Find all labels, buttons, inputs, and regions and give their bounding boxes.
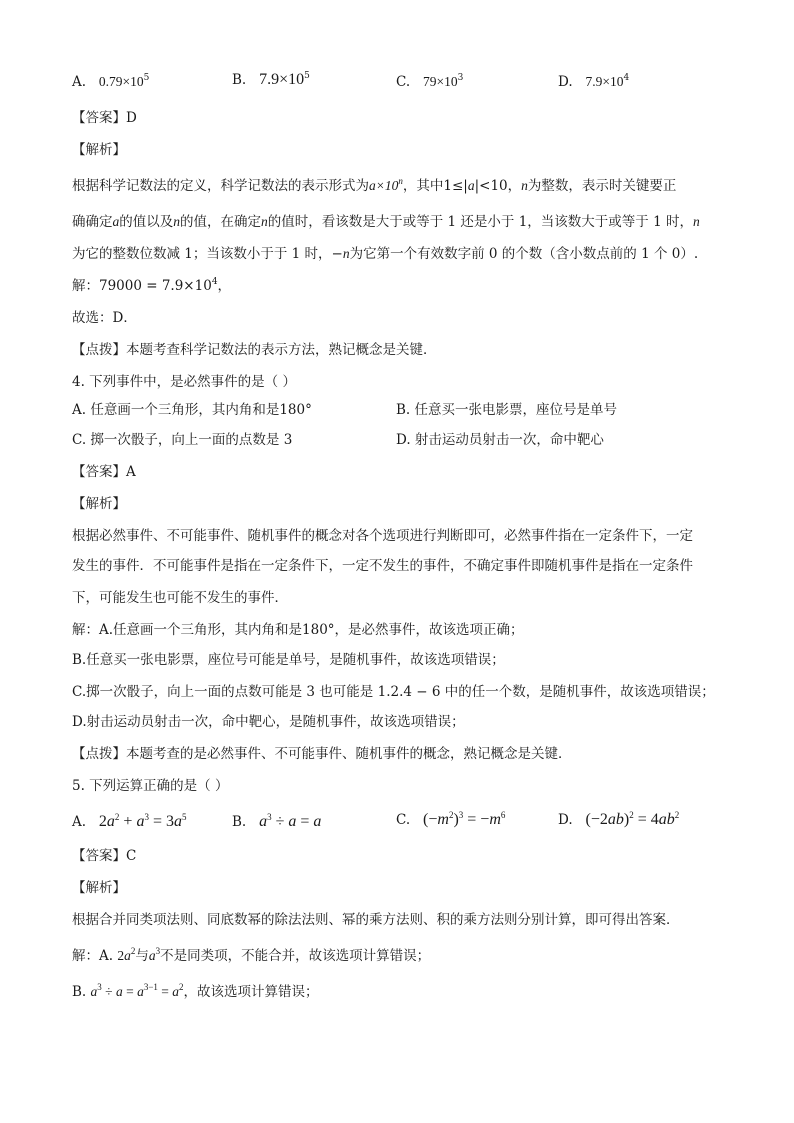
option-letter: A. — [72, 814, 87, 830]
q3-analysis-label: 【解析】 — [72, 142, 126, 158]
text-run: ，其中1≤| — [402, 178, 468, 194]
text-run: ，故该选项计算错误； — [183, 984, 319, 1000]
option-value: 0.79×10 — [98, 74, 144, 89]
option-letter: C. — [396, 812, 411, 828]
q3-analysis-line-2 — [72, 212, 700, 232]
option-exponent: 4 — [623, 73, 630, 83]
q4-analysis-line-2: 发生的事件．不可能事件是指在一定条件下，一定不发生的事件，不确定事件即随机事件是指在一定条件 — [72, 558, 693, 574]
q3-solution — [72, 276, 231, 296]
option-formula: $(-m^2)^3 = -m^6$ — [423, 810, 506, 828]
math-run: $2a^2$ — [117, 946, 136, 963]
option-letter: D. — [558, 74, 573, 90]
text-run: |<10， — [474, 178, 522, 194]
q3-option-a — [72, 72, 149, 92]
q5-analysis-label: 【解析】 — [72, 880, 126, 896]
q4-option-d: D. 射击运动员射击一次，命中靶心 — [396, 432, 604, 448]
q4-analysis-line-1: 根据必然事件、不可能事件、随机事件的概念对各个选项进行判断即可，必然事件指在一定条件下，一定 — [72, 528, 693, 544]
math-run: n — [261, 214, 268, 229]
q5-solution-b — [72, 982, 319, 1002]
option-formula: $a^3 \div a = a$ — [259, 812, 322, 830]
text-run: 为它的整数位数减 1；当该数小于于 1 时，− — [72, 246, 343, 262]
q3-analysis-line-3 — [72, 244, 698, 264]
q3-option-b — [232, 70, 310, 90]
math-run: n — [521, 178, 528, 193]
option-value: 79×10 — [423, 74, 458, 89]
math-run: a×10 — [369, 178, 399, 193]
q4-solution-b: B.任意买一张电影票，座位号可能是单号，是随机事件，故该选项错误； — [72, 652, 505, 668]
q3-remark: 【点拨】本题考查科学记数法的表示方法，熟记概念是关键． — [72, 342, 437, 358]
text-run: 解：79000 = 7.9×10 — [72, 278, 212, 294]
text-run: B. — [72, 984, 91, 1000]
math-run: n — [173, 214, 180, 229]
option-letter: D. — [558, 812, 573, 828]
option-formula: $2a^2 + a^3 = 3a^5$ — [98, 812, 187, 830]
text-run: ， — [217, 278, 232, 294]
option-letter: C. — [396, 74, 411, 90]
option-exponent: 5 — [143, 73, 150, 83]
q5-analysis-line: 根据合并同类项法则、同底数幂的除法法则、幂的乘方法则、积的乘方法则分别计算，即可得出答案． — [72, 912, 680, 928]
text-run: 的值时，看该数是大于或等于 1 还是小于 1，当该数大于或等于 1 时， — [267, 214, 693, 230]
option-value: 7.9×10 — [585, 74, 624, 89]
q4-analysis-line-3: 下，可能发生也可能不发生的事件． — [72, 590, 288, 606]
math-exp: n — [398, 176, 403, 186]
q5-answer: 【答案】C — [72, 848, 137, 864]
q4-solution-c: C.掷一次骰子，向上一面的点数可能是 3 也可能是 1.2.4 − 6 中的任一个数，是随机事件，故该选项错误； — [72, 684, 715, 700]
text-run: 与 — [135, 948, 149, 964]
text-run: 为整数，表示时关键要正 — [527, 178, 677, 194]
q5-option-c — [396, 810, 505, 830]
q4-option-a: A. 任意画一个三角形，其内角和是180° — [72, 402, 312, 418]
math-run: a — [112, 214, 120, 229]
q5-stem: 5. 下列运算正确的是（ ） — [72, 778, 229, 794]
option-formula: $(-2ab)^2 = 4ab^2$ — [585, 810, 680, 828]
text-run: 为它第一个有效数字前 0 的个数（含小数点前的 1 个 0）. — [349, 246, 699, 262]
text-run: 确确定 — [72, 214, 113, 230]
math-exp: 4 — [211, 277, 218, 287]
option-exponent: 3 — [457, 73, 464, 83]
text-run: 根据科学记数法的定义，科学记数法的表示形式为 — [72, 178, 369, 194]
option-value: 7.9×10 — [259, 71, 305, 88]
q5-solution-a — [72, 946, 430, 966]
math-run: n — [692, 214, 700, 229]
q4-option-b: B. 任意买一张电影票，座位号是单号 — [396, 402, 618, 418]
q3-answer: 【答案】D — [72, 110, 137, 126]
math-run: $a^3$ — [148, 946, 161, 963]
q3-option-d — [558, 72, 629, 92]
text-run: 的值，在确定 — [180, 214, 261, 230]
q4-analysis-label: 【解析】 — [72, 496, 126, 512]
option-letter: A. — [72, 74, 87, 90]
text-run: 解：A. — [72, 948, 118, 964]
q3-conclusion: 故选：D． — [72, 310, 137, 326]
option-letter: B. — [232, 814, 247, 830]
option-exponent: 5 — [304, 71, 310, 81]
q3-analysis-line-1 — [72, 176, 676, 196]
math-run: $a^3 \div a = a^{3-1} = a^2$ — [90, 982, 184, 999]
q4-solution-a: 解：A.任意画一个三角形，其内角和是180°，是必然事件，故该选项正确； — [72, 622, 524, 638]
q4-option-c: C. 掷一次骰子，向上一面的点数是 3 — [72, 432, 293, 448]
q5-option-a — [72, 812, 186, 832]
q4-answer: 【答案】A — [72, 464, 136, 480]
q5-option-b — [232, 812, 321, 832]
math-run: a — [467, 178, 475, 193]
text-run: 的值以及 — [119, 214, 174, 230]
q3-option-c — [396, 72, 463, 92]
q4-stem: 4. 下列事件中，是必然事件的是（ ） — [72, 374, 296, 390]
math-run: n — [342, 246, 350, 261]
q4-remark: 【点拨】本题考查的是必然事件、不可能事件、随机事件的概念，熟记概念是关键． — [72, 746, 572, 762]
q5-option-d — [558, 810, 679, 830]
text-run: 不是同类项，不能合并，故该选项计算错误； — [160, 948, 431, 964]
q4-solution-d: D.射击运动员射击一次，命中靶心，是随机事件，故该选项错误； — [72, 714, 465, 730]
option-letter: B. — [232, 72, 247, 88]
